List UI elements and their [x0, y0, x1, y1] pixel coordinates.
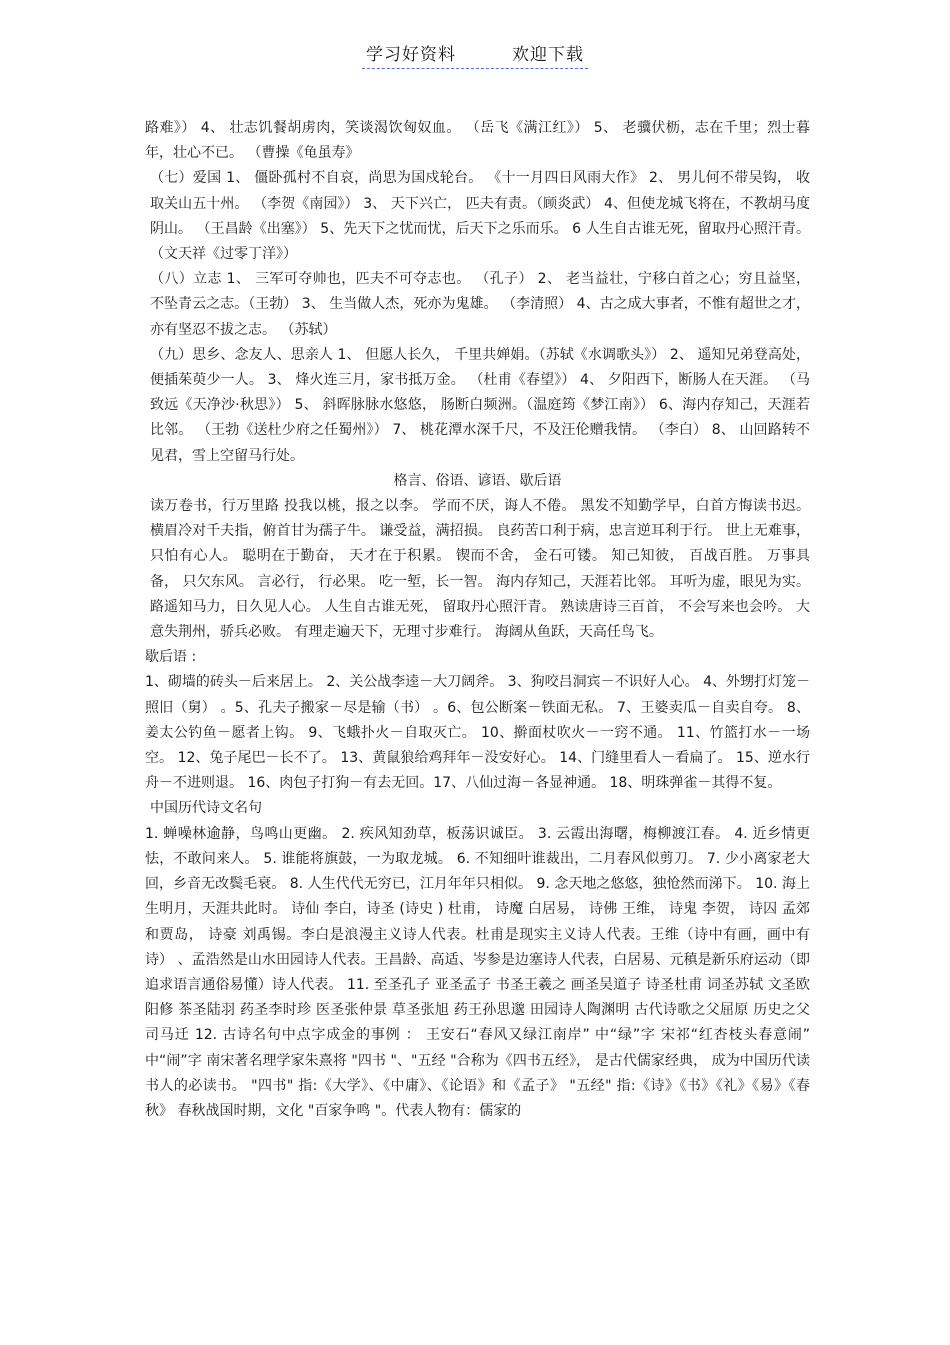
- xiehouyu-title: 歇后语 :: [145, 649, 197, 666]
- page-header: [0, 40, 950, 69]
- paragraph-ambition: （八）立志 1、 三军可夺帅也，匹夫不可夺志也。 （孔子） 2、 老当益壮，宁移白首之心；穷且益坚， 不坠青云之志。（王勃） 3、 生当做人杰，死亦为鬼雄。 （李清照） 4、古之成大事者，不惟有超世之才，亦有坚忍不拔之志。 （苏轼）: [150, 271, 810, 338]
- paragraph-poetry: 1. 蝉噪林逾静，鸟鸣山更幽。 2. 疾风知劲草，板荡识诚臣。 3. 云霞出海曙，梅柳渡江春。 4. 近乡情更怯，不敢问来人。 5. 谁能将旗鼓，一为取龙城。 6. 不知细叶谁裁出，二月春风似剪刀。 7. 少小离家老大回，乡音无改鬓毛衰。 8. 人生代代无穷已，江月年年只相似。 9. 念天地之悠悠，独怆然而涕下。 10. 海上生明月，天涯共此时。 诗仙 李白，诗圣 (诗史 ) 杜甫， 诗魔 白居易， 诗佛 王维， 诗鬼 李贺， 诗囚 孟郊和贾岛， 诗豪 刘禹锡。李白是浪漫主义诗人代表。杜甫是现实主义诗人代表。王维（诗中有画，画中有诗） 、孟浩然是山水田园诗人代表。王昌龄、高适、岑参是边塞诗人代表，白居易、元稹是新乐府运动（即追求语言通俗易懂）诗人代表。 11. 至圣孔子 亚圣孟子 书圣王羲之 画圣吴道子 诗圣杜甫 词圣苏轼 文圣欧阳修 茶圣陆羽 药圣李时珍 医圣张仲景 草圣张旭 药王孙思邈 田园诗人陶渊明 古代诗歌之父屈原 历史之父司马迁 12. 古诗名句中点字成金的事例 ： 王安石“春风又绿江南岸” 中“绿”字 宋祁“红杏枝头春意闹” 中“闹”字 南宋著名理学家朱熹将 "四书 "、"五经 "合称为《四书五经》， 是古代儒家经典， 成为中国历代读书人的必读书。 "四书" 指:《大学》、《中庸》、《论语》和《孟子》 "五经" 指:《诗》《书》《礼》《易》《春秋》 春秋战国时期，文化 "百家争鸣 "。代表人物有：儒家的: [145, 825, 810, 1119]
- paragraph-proverbs: 读万卷书，行万里路 投我以桃，报之以李。 学而不厌，诲人不倦。 黑发不知勤学早，白首方悔读书迟。 横眉冷对千夫指，俯首甘为孺子牛。 谦受益，满招损。 良药苦口利于病，忠言逆耳利于行。 世上无难事， 只怕有心人。 聪明在于勤奋， 天才在于积累。 锲而不舍， 金石可镂。 知己知彼， 百战百胜。 万事具备， 只欠东风。 言必行， 行必果。 吃一堑，长一智。 海内存知己，天涯若比邻。 耳听为虚，眼见为实。 路遥知马力，日久见人心。 人生自古谁无死， 留取丹心照汗青。 熟读唐诗三百首， 不会写来也会吟。 大意失荆州，骄兵必败。 有理走遍天下，无理寸步难行。 海阔从鱼跃，天高任鸟飞。: [150, 498, 810, 641]
- paragraph-patriotism: （七）爱国 1、 僵卧孤村不自哀，尚思为国戍轮台。 《十一月四日风雨大作》 2、 男儿何不带吴钩， 收取关山五十州。 （李贺《南园》） 3、 天下兴亡， 匹夫有责。（顾炎武） 4、但使龙城飞将在，不教胡马度阴山。 （王昌龄《出塞》） 5、先天下之忧而忧，后天下之乐而乐。 6 人生自古谁无死，留取丹心照汗青。 （文天祥《过零丁洋》）: [150, 170, 810, 263]
- paragraph-homesick: （九）思乡、念友人、思亲人 1、 但愿人长久， 千里共婵娟。（苏轼《水调歌头》） 2、 遥知兄弟登高处，便插茱萸少一人。 3、 烽火连三月，家书抵万金。 （杜甫《春望》） 4、 夕阳西下，断肠人在天涯。 （马致远《天净沙·秋思》） 5、 斜晖脉脉水悠悠， 肠断白频洲。（温庭筠《梦江南》） 6、海内存知己，天涯若比邻。 （王勃《送杜少府之任蜀州》） 7、 桃花潭水深千尺，不及汪伦赠我情。 （李白） 8、 山回路转不见君，雪上空留马行处。: [150, 346, 810, 464]
- header-banner: [362, 40, 588, 69]
- document-body: [145, 116, 810, 1124]
- header-left-text: 学习好资料: [366, 45, 456, 65]
- header-right-text: 欢迎下载: [512, 45, 584, 65]
- paragraph-xiehouyu: 1、砌墙的砖头－后来居上。 2、关公战李逵－大刀阔斧。 3、狗咬吕洞宾－不识好人心。 4、外甥打灯笼－照旧（舅） 。5、孔夫子搬家－尽是输（书） 。6、包公断案－铁面无私。 7、王婆卖瓜－自卖自夸。 8、姜太公钓鱼－愿者上钩。 9、飞蛾扑火－自取灭亡。 10、擀面杖吹火－一窍不通。 11、竹篮打水－一场空。 12、兔子尾巴－长不了。 13、黄鼠狼给鸡拜年－没安好心。 14、门缝里看人－看扁了。 15、逆水行舟－不进则退。 16、肉包子打狗－有去无回。17、八仙过海－各显神通。 18、明珠弹雀－其得不复。: [145, 674, 810, 792]
- section-title: 格言、俗语、谚语、歇后语: [393, 472, 562, 489]
- poetry-title: 中国历代诗文名句: [150, 800, 262, 817]
- paragraph-poems-tail: 路难》） 4、 壮志饥餐胡虏肉，笑谈渴饮匈奴血。 （岳飞《满江红》） 5、 老骥伏枥，志在千里；烈士暮年，壮心不已。 （曹操《龟虽寿》: [145, 120, 810, 162]
